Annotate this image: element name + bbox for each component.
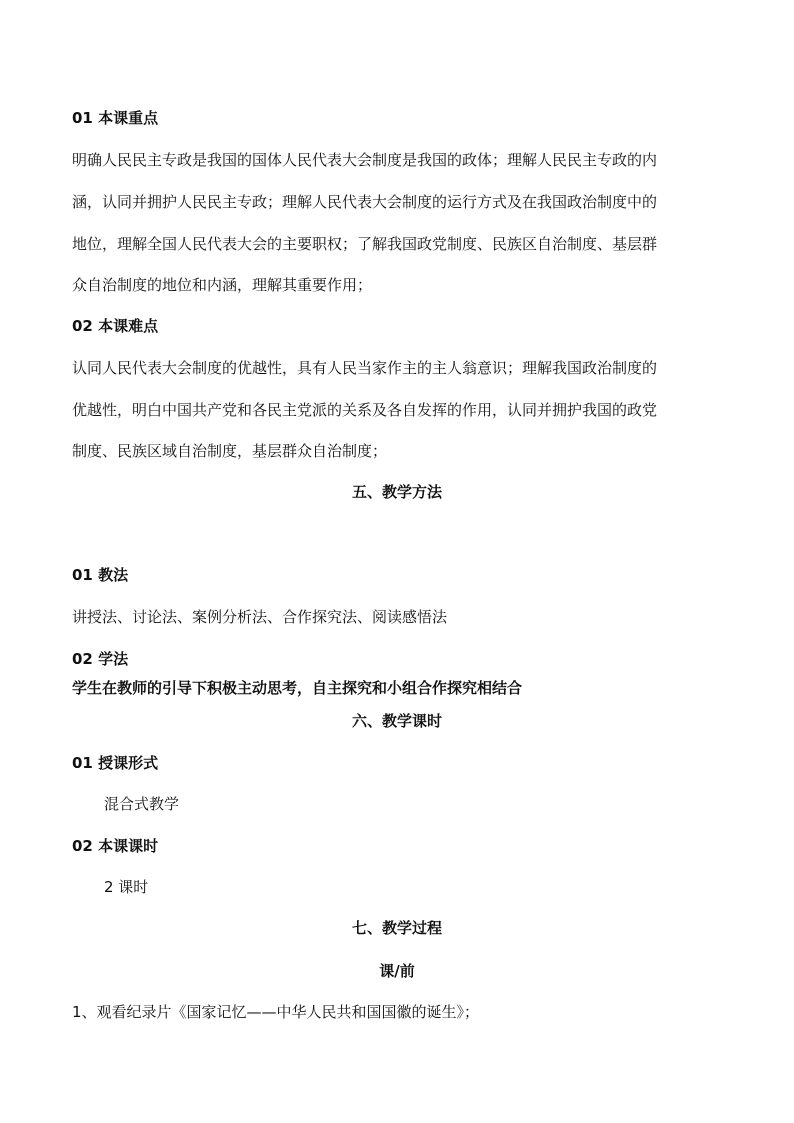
key-points-line-4: 众自治制度的地位和内涵，理解其重要作用； bbox=[72, 276, 373, 294]
teach-method-heading: 01 教法 bbox=[72, 566, 129, 584]
difficulties-line-3: 制度、民族区域自治制度，基层群众自治制度； bbox=[72, 442, 388, 460]
class-hours-title: 六、教学课时 bbox=[351, 712, 442, 730]
key-points-line-3: 地位，理解全国人民代表大会的主要职权；了解我国政党制度、民族区自治制度、基层群 bbox=[72, 235, 658, 253]
key-points-heading: 01 本课重点 bbox=[72, 109, 159, 127]
teaching-methods-title: 五、教学方法 bbox=[351, 483, 442, 501]
lesson-form-heading: 01 授课形式 bbox=[72, 754, 159, 772]
teach-method-text: 讲授法、讨论法、案例分析法、合作探究法、阅读感悟法 bbox=[72, 608, 448, 626]
teaching-process-title: 七、教学过程 bbox=[351, 919, 442, 937]
learn-method-heading: 02 学法 bbox=[72, 650, 129, 668]
key-points-line-2: 涵，认同并拥护人民民主专政；理解人民代表大会制度的运行方式及在我国政治制度中的 bbox=[72, 193, 658, 211]
learn-method-text: 学生在教师的引导下积极主动思考，自主探究和小组合作探究相结合 bbox=[72, 679, 523, 697]
difficulties-heading: 02 本课难点 bbox=[72, 317, 159, 335]
lesson-hours-text: 2 课时 bbox=[104, 878, 149, 896]
before-class-subtitle: 课/前 bbox=[379, 962, 415, 980]
lesson-hours-heading: 02 本课课时 bbox=[72, 837, 159, 855]
process-item-1: 1、观看纪录片《国家记忆——中华人民共和国国徽的诞生》； bbox=[72, 1003, 480, 1021]
difficulties-line-2: 优越性，明白中国共产党和各民主党派的关系及各自发挥的作用，认同并拥护我国的政党 bbox=[72, 401, 658, 419]
lesson-form-text: 混合式教学 bbox=[104, 795, 180, 813]
difficulties-line-1: 认同人民代表大会制度的优越性，具有人民当家作主的主人翁意识；理解我国政治制度的 bbox=[72, 359, 658, 377]
key-points-line-1: 明确人民民主专政是我国的国体人民代表大会制度是我国的政体；理解人民民主专政的内 bbox=[72, 151, 658, 169]
